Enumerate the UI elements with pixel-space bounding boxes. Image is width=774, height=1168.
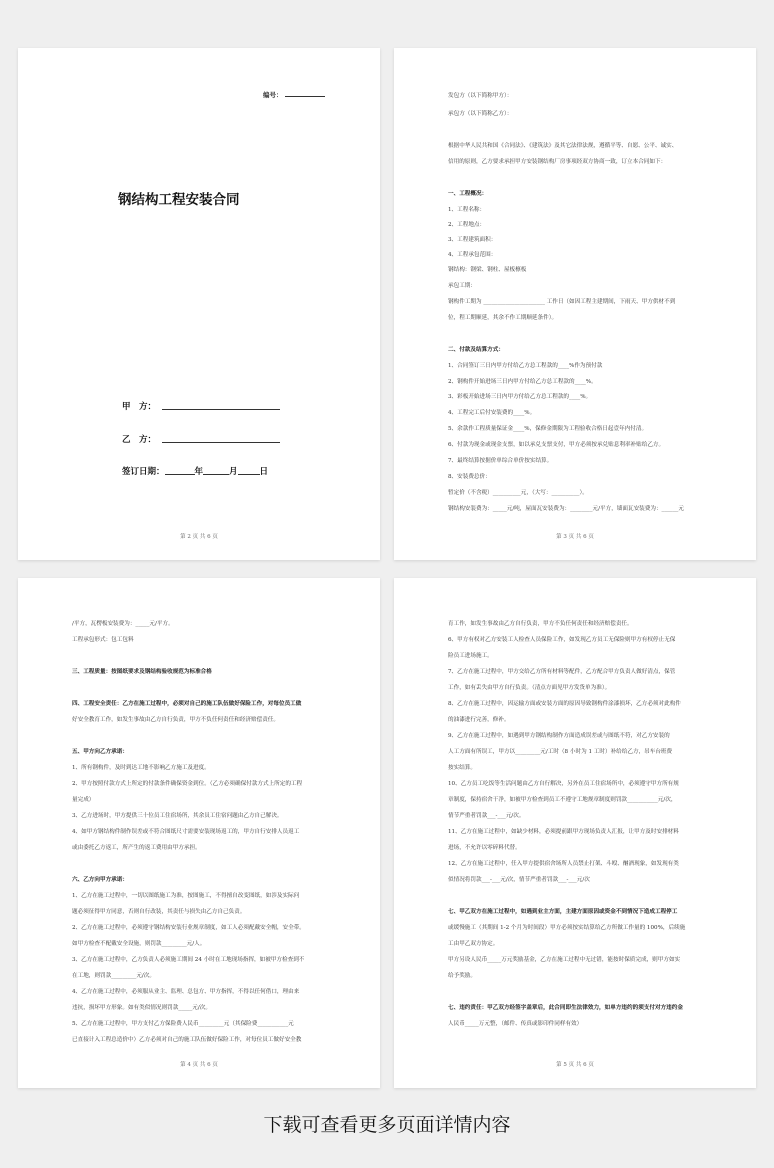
section-heading: 五、甲方向乙方承诺：	[72, 749, 128, 755]
text-line: 的油漆进行完善，修补。	[448, 717, 510, 723]
contract-page-5	[394, 578, 756, 1088]
text-line: 暂定价（不含税）__________元，（大写：__________）。	[448, 490, 588, 496]
sign-date-line: 签订日期： 年 月 日	[122, 467, 269, 477]
text-line: 4、如甲方钢结构件制作误差或不符合图纸尺寸需要安装现场返工的，甲方自行安排人员返工	[72, 829, 300, 835]
text-line: 2、甲方按照付款方式上所定的付款条件确保资金到位。（乙方必须确保付款方式上所定的工程	[72, 781, 303, 787]
text-line: 1、所有钢构件，及时到达工地不影响乙方施工及进度。	[72, 765, 210, 771]
text-line: 位，程工期顺延，其余不作工期顺延条件）。	[448, 315, 558, 321]
text-line: 人工方面有所误工，甲方以_________元/工时（8 小时为 1 工时）补给给乙方，吊车台班费	[448, 749, 673, 755]
text-line: 11、乙方在施工过程中，如缺少材料，必须提前跟甲方现场负责人汇报，让甲方及时安排材料	[448, 829, 679, 835]
page-footer: 第 2 页 共 6 页	[180, 534, 218, 540]
text-line: 4、工程承包范围：	[448, 252, 497, 258]
text-line: 违抗，损坏甲方形象。如有类似情况则罚款_____元/次。	[72, 1005, 211, 1011]
text-line: 8、安装费总价：	[448, 474, 491, 480]
section-heading: 七、甲乙双方在施工过程中，如遇到业主方面，主建方面原因或资金不到情况下造成工程停工	[448, 909, 678, 915]
text-line: 好安全教育工作，如发生事故由乙方自行负责，甲方不负任何责任和经济赔偿责任。	[72, 717, 279, 723]
text-line: 给予奖励。	[448, 973, 476, 979]
section-heading: 四、工程安全责任：乙方在施工过程中，必须对自己的施工队伍做好保险工作，对每位员工做	[72, 701, 302, 707]
text-line: 6、付款为现金或现金支票，如以承兑支票支付，甲方必须按承兑贴息利率补贴给乙方。	[448, 442, 665, 448]
text-line: 育工作，如发生事故由乙方自行负责，甲方不负任何责任和经济赔偿责任。	[448, 621, 633, 627]
party-a-line: 甲 方：	[122, 400, 280, 412]
text-line: 钢构件工期为 ______________________ 工作日（如因工程主建期间，下雨天、甲方供材不到	[448, 299, 676, 305]
text-line: 如甲方检查不配戴安全设施，则罚款_________元/人。	[72, 941, 206, 947]
page-footer: 第 3 页 共 6 页	[556, 534, 594, 540]
section-heading: 二、付款及结算方式：	[448, 347, 504, 353]
text-line: 工由甲乙双方协定。	[448, 941, 499, 947]
text-line: 信用的原则，乙方要求承担甲方安装钢结构厂房事项经双方协商一致，订立本合同如下：	[448, 159, 667, 165]
text-line: 10、乙方员工吃饭等生活问题由乙方自行解决，另外在员工住宿场所中，必须遵守甲方所有规	[448, 781, 679, 787]
contract-page-3	[394, 48, 756, 560]
text-line: 情节严重者罚款___-___元/次。	[448, 813, 525, 819]
text-line: 工作，如有丢失由甲方自行负责。（清点方面见甲方发货单为准）。	[448, 685, 611, 691]
section-heading: 七、违约责任：甲乙双方经签字盖章后，此合同即生法律效力，如单方违约的须支付对方违约金	[448, 1005, 683, 1011]
text-line: 1、乙方在施工过程中，一切以图纸施工为准，按图施工，不得擅自改变图纸，如涉及实际问	[72, 893, 300, 899]
text-line: 已直接计入工程总造价中）乙方必须对自己的施工队伍做好保险工作，对每位员工做好安全教	[72, 1037, 302, 1043]
text-line: 或由委托乙方返工，所产生的返工费用由甲方承担。	[72, 845, 201, 851]
text-line: 险员工进场施工。	[448, 653, 493, 659]
text-line: 承包方（以下简称乙方）：	[448, 111, 513, 117]
text-line: 12、乙方在施工过程中，任入甲方提供宿舍场所人员禁止打架、斗殴、酗酒现象，如发现有类	[448, 861, 679, 867]
text-line: 6、甲方有权对乙方安装工人检查人员保险工作，如发现乙方员工无保险则甲方有权停止无保	[448, 637, 676, 643]
section-heading: 三、工程质量：按图纸要求及钢结构验收规范为标准合格	[72, 669, 212, 675]
text-line: 5、乙方在施工过程中，甲方支付乙方保险费人民币_________元（其保险费___________元	[72, 1021, 294, 1027]
text-line: 在工地，则罚款_________元/次。	[72, 973, 155, 979]
text-line: 2、钢构件开始进场三日内甲方付给乙方总工程款的____%。	[448, 379, 597, 385]
text-line: 4、工程完工后付安装费的____%。	[448, 410, 536, 416]
number-blank	[285, 96, 325, 97]
text-line: 3、乙方进场时，甲方提供三十位员工住宿场所，其余员工住宿问题由乙方自己解决。	[72, 813, 283, 819]
text-line: 钢结构：钢梁、钢柱、屋板檩板	[448, 267, 527, 273]
text-line: 7、乙方在施工过程中，甲方交给乙方所有材料等配件，乙方配合甲方负责人做好清点，保管	[448, 669, 676, 675]
party-a-blank	[162, 401, 280, 410]
text-line: 8、乙方在施工过程中，因运输方面或安装方面的原因导致钢构件涂漆损坏，乙方必须对此构件	[448, 701, 681, 707]
text-line: 人民币_____万元整，（邮件、传真或影印件同样有效）	[448, 1021, 583, 1027]
text-line: 4、乙方在施工过程中，必须服从业主、监理、总包方、甲方指挥，不得以任何借口，理由来	[72, 989, 300, 995]
contract-title: 钢结构工程安装合同	[118, 192, 240, 208]
contract-page-4	[18, 578, 380, 1088]
text-line: 2、工程地点：	[448, 222, 486, 228]
section-heading: 六、乙方向甲方承诺：	[72, 877, 128, 883]
text-line: 量完成）	[72, 797, 95, 803]
text-line: 按实结算。	[448, 765, 476, 771]
text-line: 根据中华人民共和国《合同法》、《建筑法》及其它法律法规，遵循平等、自愿、公平、诚实、	[448, 143, 678, 149]
text-line: 甲方另设人民币_____万元奖励基金，乙方在施工过程中无过错，能按时保质完成，则甲方如实	[448, 957, 681, 963]
section-heading: 一、工程概况：	[448, 191, 488, 197]
text-line: 工程承包形式：包工包料	[72, 637, 134, 643]
text-line: 承包工期：	[448, 283, 476, 289]
text-line: 7、最终结算按据价单综合单价按实结算。	[448, 458, 553, 464]
text-line: 进场，不允许以零碎料代替。	[448, 845, 521, 851]
contract-number: 编号：	[263, 90, 325, 99]
contract-cover-page	[18, 48, 380, 560]
text-line: 发包方（以下简称甲方）：	[448, 93, 513, 99]
text-line: 似情况将罚款___-___元/次，情节严重者罚款___-___元/次	[448, 877, 590, 883]
text-line: 2、乙方在施工过程中，必须遵守钢结构安装行业规章制度，如工人必须配戴安全帽，安全带。	[72, 925, 305, 931]
text-line: 钢结构安装费为：_____元/吨，屋面瓦安装费为：________元/平方，墙面瓦安装费为：______元	[448, 506, 684, 512]
text-line: 1、合同签订三日内甲方付给乙方总工程款的____%作为预付款	[448, 363, 603, 369]
text-line: 3、彩板开始进场三日内甲方付给乙方总工程款的____%。	[448, 394, 592, 400]
page-footer: 第 5 页 共 6 页	[556, 1062, 594, 1068]
party-b-blank	[162, 434, 280, 443]
text-line: 或缓慢施工（其期间 1-2 个月为时间段）甲方必须按实结算给乙方所做工作量的 100%，后续施	[448, 925, 686, 931]
text-line: 1、工程名称：	[448, 207, 486, 213]
text-line: 题必须征得甲方同意，否则自行改装，其责任与损失由乙方自己负责。	[72, 909, 246, 915]
text-line: 3、工程建筑面积：	[448, 237, 497, 243]
page-footer: 第 4 页 共 6 页	[180, 1062, 218, 1068]
text-line: /平方，瓦楞板安装费为：_____元/平方。	[72, 621, 174, 627]
party-b-line: 乙 方：	[122, 433, 280, 445]
download-caption: 下载可查看更多页面详情内容	[263, 1114, 511, 1136]
text-line: 章制度，保持宿舍干净，如被甲方检查到员工不遵守工地规章制度则罚款___________元/次，	[448, 797, 677, 803]
text-line: 9、乙方在施工过程中，如遇到甲方钢结构制作方面造成误差或与图纸不符，对乙方安装的	[448, 733, 670, 739]
text-line: 3、乙方在施工过程中，乙方负责人必须施工期间 24 小时在工地现场指挥，如被甲方检查到不	[72, 957, 305, 963]
text-line: 5、余款作工程质量保证金____%，保修金期限为工程验收合格日起壹年内付清。	[448, 426, 648, 432]
